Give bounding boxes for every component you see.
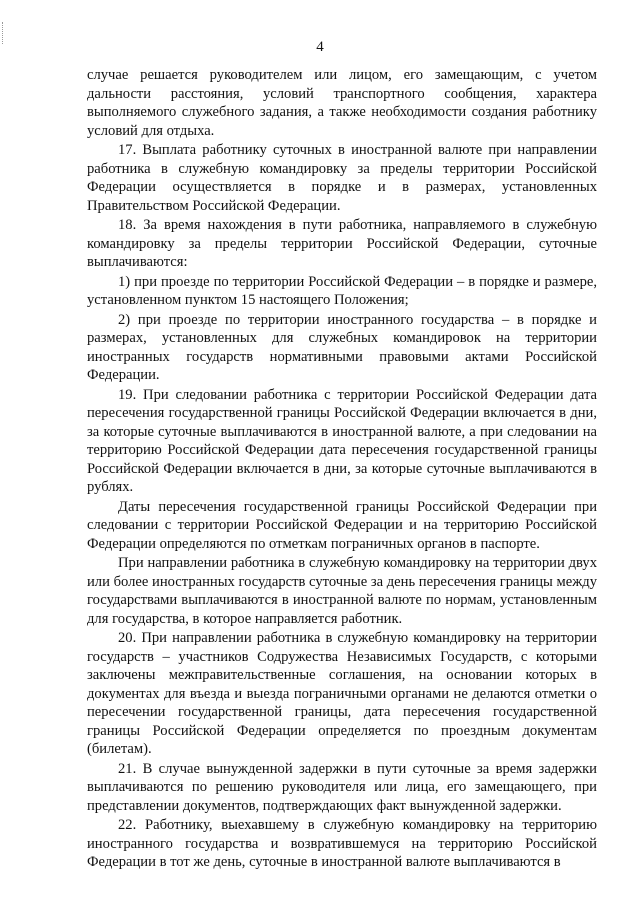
paragraph-16-continuation: случае решается руководителем или лицом, его замещающим, с учетом дальности расстояния, условий транспортного сообщения, характера выполняемого служебного задания, а также необходимости создания работнику условий для отдыха. (87, 67, 597, 139)
paragraph-18-item-2: 2) при проезде по территории иностранного государства – в порядке и размерах, установленных для служебных командировок на территории иностранных государств нормативными правовыми актами Российской Федерации. (87, 311, 597, 383)
paragraph-17: 17. Выплата работнику суточных в иностранной валюте при направлении работника в служебную командировку за пределы территории Российской Федерации осуществляется в порядке и в размерах, установленных Правительством Российской Федерации. (87, 142, 597, 214)
paragraph-22: 22. Работнику, выехавшему в служебную командировку на территорию иностранного государства и возвратившемуся на территорию Российской Федерации в тот же день, суточные в иностранной валюте выплачиваются в (87, 817, 597, 870)
paragraph-19-multiple-states: При направлении работника в служебную командировку на территории двух или более иностранных государств суточные за день пересечения границы между государствами выплачиваются в иностранной валюте по нормам, установленным для государства, в которое направляется работник. (87, 555, 597, 627)
paragraph-20: 20. При направлении работника в служебную командировку на территории государств – участников Содружества Независимых Государств, с которыми заключены межправительственные соглашения, на основании которых в документах для въезда и выезда пограничными органами не делаются отметки о пересечении государственной границы, дата пересечения государственной границы Российской Федерации определяется по проездным документам (билетам). (87, 630, 597, 757)
paragraph-18-item-1: 1) при проезде по территории Российской Федерации – в порядке и размере, установленном пунктом 15 настоящего Положения; (87, 273, 597, 308)
paragraph-19-dates: Даты пересечения государственной границы Российской Федерации при следовании с территории Российской Федерации и на территорию Российской Федерации определяются по отметкам пограничных органов в паспорте. (87, 498, 597, 552)
paragraph-18: 18. За время нахождения в пути работника, направляемого в служебную командировку за пределы территории Российской Федерации, суточные выплачиваются: (87, 217, 597, 270)
paragraph-21: 21. В случае вынужденной задержки в пути суточные за время задержки выплачиваются по решению руководителя или лица, его замещающего, при представлении документов, подтверждающих факт вынужденной задержки. (87, 760, 597, 814)
paragraph-19: 19. При следовании работника с территории Российской Федерации дата пересечения государственной границы Российской Федерации включается в дни, за которые суточные выплачиваются в иностранной валюте, а при следовании на территорию Российской Федерации дата пересечения государственной границы Российской Федерации включается в дни, за которые суточные выплачиваются в рублях. (87, 386, 597, 495)
page-number: 4 (316, 39, 324, 55)
document-body (87, 66, 597, 872)
